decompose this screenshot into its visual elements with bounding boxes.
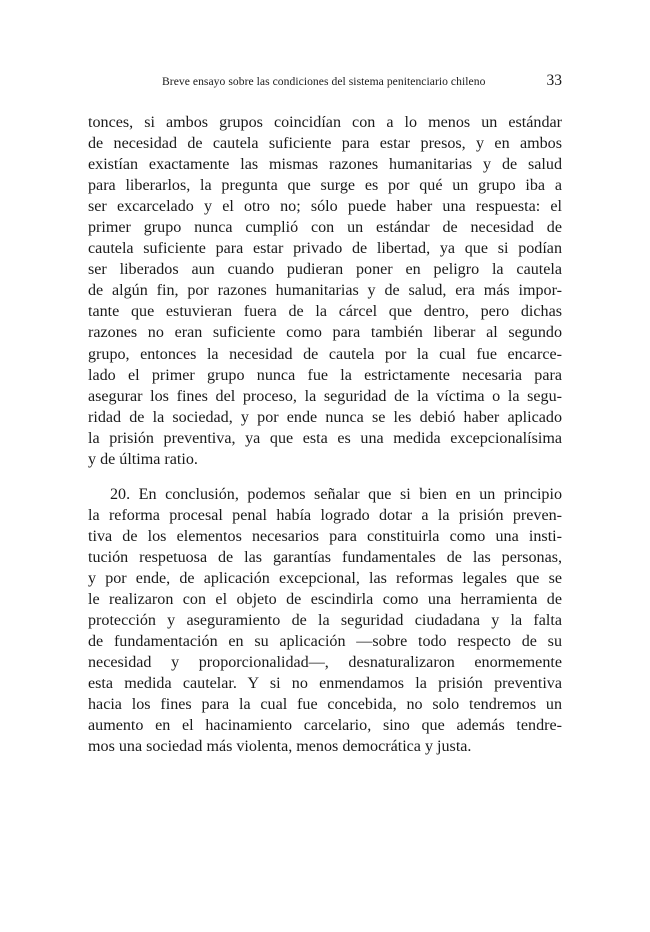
text-line: protección y aseguramiento de la seguridad ciudadana y la falta: [88, 612, 562, 630]
text-line: cautela suficiente para estar privado de libertad, ya que si podían: [88, 240, 562, 258]
text-line: le realizaron con el objeto de escindirla como una herramienta de: [88, 591, 562, 609]
text-line: grupo, entonces la necesidad de cautela por la cual fue encarce-: [88, 345, 562, 363]
paragraph-20: [88, 484, 562, 758]
text-line: primer grupo nunca cumplió con un estándar de necesidad de: [88, 219, 562, 237]
text-line: la reforma procesal penal había logrado dotar a la prisión preven-: [88, 506, 562, 524]
running-header: [88, 72, 562, 92]
text-line: de fundamentación en su aplicación —sobre todo respecto de su: [88, 633, 562, 651]
running-header-title: Breve ensayo sobre las condiciones del sistema penitenciario chileno: [162, 75, 486, 88]
text-line: y de última ratio.: [88, 450, 198, 468]
text-line: tiva de los elementos necesarios para constituirla como una insti-: [88, 527, 562, 545]
text-line: tución respetuosa de las garantías fundamentales de las personas,: [88, 548, 562, 566]
text-line: ser liberados aun cuando pudieran poner en peligro la cautela: [88, 261, 562, 279]
text-line: aumento en el hacinamiento carcelario, sino que además tendre-: [88, 717, 562, 735]
text-line: la prisión preventiva, ya que esta es una medida excepcionalísima: [88, 429, 562, 447]
body-text: [88, 112, 562, 757]
paragraph-continuation: [88, 112, 562, 470]
text-line: razones no eran suficiente como para también liberar al segundo: [88, 324, 562, 342]
text-line: ridad de la sociedad, y por ende nunca se les debió haber aplicado: [88, 408, 562, 426]
text-line: tante que estuvieran fuera de la cárcel que dentro, pero dichas: [88, 303, 562, 321]
text-line: de algún fin, por razones humanitarias y de salud, era más impor-: [88, 282, 562, 300]
text-line: ser excarcelado y el otro no; sólo puede haber una respuesta: el: [88, 198, 562, 216]
text-line: 20. En conclusión, podemos señalar que si bien en un principio: [110, 485, 562, 503]
page-number: 33: [546, 72, 562, 89]
text-line: necesidad y proporcionalidad—, desnaturalizaron enormemente: [88, 654, 562, 672]
text-line: tonces, si ambos grupos coincidían con a lo menos un estándar: [88, 114, 562, 131]
text-line: para liberarlos, la pregunta que surge es por qué un grupo iba a: [88, 177, 562, 195]
text-line: lado el primer grupo nunca fue la estrictamente necesaria para: [88, 366, 562, 384]
text-line: existían exactamente las mismas razones humanitarias y de salud: [88, 156, 562, 174]
text-line: asegurar los fines del proceso, la seguridad de la víctima o la segu-: [88, 387, 562, 405]
text-line: mos una sociedad más violenta, menos democrática y justa.: [88, 738, 472, 756]
text-line: esta medida cautelar. Y si no enmendamos la prisión preventiva: [88, 675, 562, 693]
text-line: y por ende, de aplicación excepcional, las reformas legales que se: [88, 569, 562, 587]
text-line: hacia los fines para la cual fue concebida, no solo tendremos un: [88, 696, 562, 714]
text-line: de necesidad de cautela suficiente para estar presos, y en ambos: [88, 135, 562, 153]
